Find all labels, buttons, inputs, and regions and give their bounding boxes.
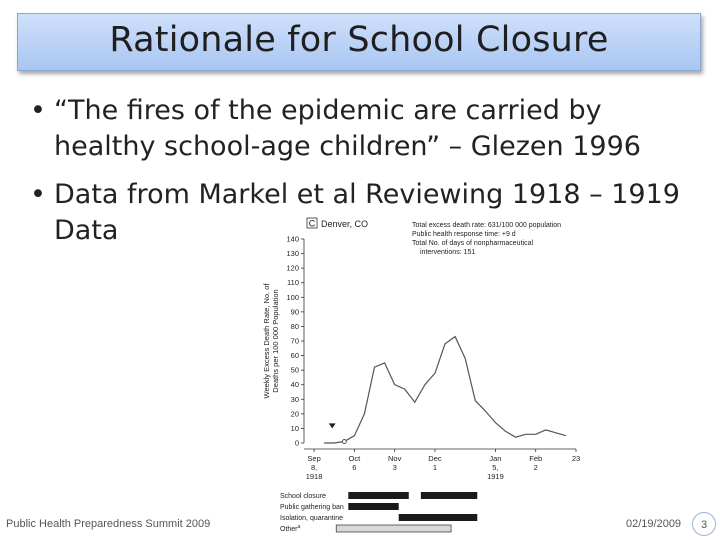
first-case-triangle (329, 423, 336, 428)
intervention-bar (348, 503, 398, 510)
y-tick-label: 60 (290, 351, 299, 361)
x-tick-label: Dec (428, 454, 442, 463)
y-axis-title: Deaths per 100 000 Population (271, 289, 280, 393)
intervention-label: Isolation, quarantine (280, 515, 344, 522)
intervention-bar (421, 492, 477, 499)
excess-death-line (324, 337, 566, 443)
city-label: Denver, CO (321, 219, 369, 229)
x-tick-label: 1918 (305, 472, 323, 481)
panel-label: C (308, 218, 316, 229)
x-tick-label: 3 (392, 463, 397, 472)
footer-event-name: Public Health Preparedness Summit 2009 (6, 518, 211, 530)
x-tick-label: 5, (492, 463, 499, 472)
title-banner (17, 13, 701, 71)
bullet-data-source: • Data from Markel et al Reviewing 1918 – 1919 Data (30, 177, 700, 249)
intervention-bar (336, 525, 451, 532)
info-line: interventions: 151 (420, 249, 476, 256)
x-tick-label: 6 (352, 463, 357, 472)
y-tick-label: 110 (287, 278, 299, 288)
info-line: Total excess death rate: 631/100 000 population (412, 222, 562, 229)
x-tick-label: 2 (533, 463, 538, 472)
y-tick-label: 90 (290, 307, 299, 317)
y-axis-title: Weekly Excess Death Rate, No. of (262, 283, 271, 399)
x-tick-label: Jan (489, 454, 502, 463)
x-tick-label: Sep (307, 454, 321, 463)
y-tick-label: 120 (286, 263, 299, 273)
intervention-label: Other$^a$ (280, 524, 301, 533)
bullet-quote: • “The fires of the epidemic are carried by healthy school-age children” – Glezen 1996 (30, 93, 700, 165)
intervention-bar (348, 492, 408, 499)
y-tick-label: 70 (290, 336, 299, 346)
x-tick-label: Feb (529, 454, 543, 463)
info-line: Public health response time: +9 d (412, 231, 516, 238)
slide-title: Rationale for School Closure (109, 20, 609, 60)
intervention-label: Public gathering ban (280, 504, 344, 511)
info-line: Total No. of days of nonpharmaceutical (412, 240, 534, 247)
x-tick-label: 1919 (487, 472, 504, 481)
y-tick-label: 20 (290, 409, 299, 419)
page-number-badge: 3 (692, 512, 716, 536)
x-tick-label: 1 (432, 463, 438, 472)
y-tick-label: 100 (286, 292, 299, 302)
x-tick-label: Oct (348, 454, 361, 463)
denver-excess-death-chart (255, 212, 590, 537)
y-tick-label: 30 (290, 394, 299, 404)
x-tick-label: Nov (387, 454, 402, 463)
intervention-label: School closure (280, 493, 326, 500)
y-tick-label: 80 (290, 321, 299, 331)
footer-date: 02/19/2009 (626, 518, 682, 530)
y-tick-label: 140 (286, 234, 299, 244)
y-tick-label: 50 (290, 365, 299, 375)
x-tick-label: 23 (571, 454, 581, 463)
y-tick-label: 10 (290, 423, 299, 433)
response-marker (342, 440, 346, 444)
y-tick-label: 130 (286, 249, 299, 259)
y-tick-label: 0 (294, 438, 299, 448)
intervention-label-superscript: a (297, 524, 301, 530)
y-tick-label: 40 (290, 380, 299, 390)
intervention-bar (399, 514, 478, 521)
x-tick-label: 8, (310, 463, 318, 472)
